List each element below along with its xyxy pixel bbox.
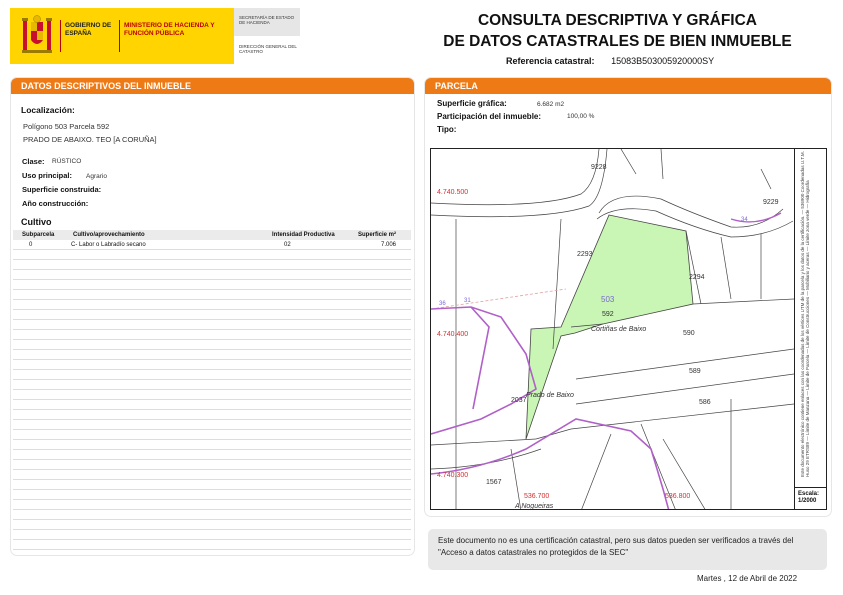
participation-label: Participación del inmueble: <box>437 112 542 121</box>
empty-table-row <box>13 250 411 260</box>
empty-table-row <box>13 520 411 530</box>
main-use-value: Agrario <box>86 173 107 180</box>
map-label-9228: 9228 <box>591 164 607 171</box>
disclaimer-note: Este documento no es una certificación catastral, pero sus datos pueden ser verificados a través del "Acceso a datos catastrales no protegidos de la SEC" <box>428 529 827 570</box>
empty-table-row <box>13 490 411 500</box>
empty-table-row <box>13 350 411 360</box>
cadastral-map[interactable] <box>430 148 827 510</box>
empty-table-row <box>13 440 411 450</box>
location-label: Localización: <box>21 105 75 115</box>
empty-table-row <box>13 460 411 470</box>
graphic-area-value: 6.682 m2 <box>537 101 565 108</box>
coord-label-y: 4.740.500 <box>437 189 469 196</box>
col-intensidad: Intensidad Productiva <box>272 231 335 238</box>
class-value: RÚSTICO <box>52 158 82 165</box>
table-row <box>13 240 411 250</box>
municipal-boundary <box>731 213 781 222</box>
coord-label-y: 4.740.300 <box>437 472 469 479</box>
location-line-2: PRADO DE ABAIXO. TEO [A CORUÑA] <box>23 135 157 144</box>
empty-table-row <box>13 300 411 310</box>
ministry-name: MINISTERIO DE HACIENDA Y FUNCIÓN PÚBLICA <box>124 22 215 37</box>
divider <box>60 20 61 52</box>
road-line <box>431 149 607 217</box>
empty-table-row <box>13 510 411 520</box>
panel-heading: PARCELA <box>425 78 831 94</box>
parcel-panel <box>424 77 832 517</box>
empty-table-row <box>13 430 411 440</box>
empty-table-row <box>13 410 411 420</box>
map-label-2293: 2293 <box>577 251 593 258</box>
municipal-boundary <box>431 307 536 434</box>
map-label-1567: 1567 <box>486 479 502 486</box>
map-label-2037: 2037 <box>511 397 527 404</box>
scale-label: Escala: <box>798 491 820 497</box>
crop-table <box>13 230 411 550</box>
empty-table-row <box>13 320 411 330</box>
government-logo-block <box>10 8 234 64</box>
cell-subparcela: 0 <box>29 241 33 248</box>
municipal-boundary <box>431 419 669 510</box>
title-line-2: DE DATOS CATASTRALES DE BIEN INMUEBLE <box>443 33 792 50</box>
title-line-1: CONSULTA DESCRIPTIVA Y GRÁFICA <box>477 12 757 29</box>
coord-label-y: 4.740.400 <box>437 331 469 338</box>
map-label-590: 590 <box>683 330 695 337</box>
dashed-boundary <box>431 289 566 309</box>
ref-label: Referencia catastral: <box>506 56 595 66</box>
map-label-31: 31 <box>464 298 471 304</box>
map-label-9229: 9229 <box>763 199 779 206</box>
coat-of-arms-icon <box>20 14 54 58</box>
empty-table-row <box>13 420 411 430</box>
empty-table-row <box>13 260 411 270</box>
empty-table-row <box>13 370 411 380</box>
cell-cultivo: C- Labor o Labradío secano <box>71 241 146 248</box>
place-name-prado: Prado de Baixo <box>526 392 574 399</box>
col-cultivo: Cultivo/aprovechamiento <box>73 231 145 238</box>
empty-table-row <box>13 280 411 290</box>
participation-value: 100,00 % <box>567 113 595 120</box>
scale-value: 1/2000 <box>798 498 817 504</box>
empty-table-row <box>13 470 411 480</box>
class-label: Clase: <box>22 157 45 166</box>
map-label-34: 34 <box>741 217 748 223</box>
table-header <box>13 230 411 240</box>
panel-heading: DATOS DESCRIPTIVOS DEL INMUEBLE <box>11 78 414 94</box>
empty-table-row <box>13 310 411 320</box>
map-legend <box>794 149 827 487</box>
col-subparcela: Subparcela <box>22 231 55 238</box>
empty-table-row <box>13 380 411 390</box>
empty-table-row <box>13 390 411 400</box>
map-label-36: 36 <box>439 301 446 307</box>
cell-intensidad: 02 <box>284 241 291 248</box>
col-superficie: Superficie m² <box>358 231 397 238</box>
map-label-592: 592 <box>602 311 614 318</box>
ref-value: 15083B503005920000SY <box>611 56 715 66</box>
place-name-cortinas: Cortiñas de Baixo <box>591 326 647 333</box>
type-label: Tipo: <box>437 125 457 134</box>
coord-label-x: 536.800 <box>665 493 691 500</box>
secretaria-label: SECRETARÍA DE ESTADO DE HACIENDA <box>234 8 300 36</box>
construction-year-label: Año construcción: <box>22 199 89 208</box>
document-title <box>430 10 805 52</box>
municipal-boundary <box>471 307 489 409</box>
legend-text: Este documento electrónico contiene enlaces con las coordenadas de los vértices UTM de la parcela y los datos de la certificación. — 536900 Coordenadas U.T.M. Huso 29 ETRS89 — Límite de Manzana — Límite de Parcela — Límite de Construcciones — Mobiliario y aceras — Límite zona verde — Hidrografía <box>800 151 810 477</box>
direccion-general-label: DIRECCIÓN GENERAL DEL CATASTRO <box>239 44 297 54</box>
document-date: Martes , 12 de Abril de 2022 <box>697 574 798 583</box>
empty-table-row <box>13 290 411 300</box>
empty-table-row <box>13 480 411 490</box>
empty-table-row <box>13 330 411 340</box>
place-name-nogueiras: A Nogueiras <box>515 503 554 510</box>
empty-table-row <box>13 340 411 350</box>
map-label-586: 586 <box>699 399 711 406</box>
road-line <box>431 149 599 205</box>
divider <box>119 20 120 52</box>
map-label-503: 503 <box>601 295 615 304</box>
coord-label-x: 536.700 <box>524 493 550 500</box>
empty-table-row <box>13 540 411 550</box>
empty-table-row <box>13 270 411 280</box>
map-label-589: 589 <box>689 368 701 375</box>
government-name: GOBIERNO DE ESPAÑA <box>65 22 112 37</box>
cell-superficie: 7.006 <box>381 241 397 248</box>
descriptive-data-panel <box>10 77 415 556</box>
empty-table-row <box>13 530 411 540</box>
empty-table-row <box>13 450 411 460</box>
map-label-2294: 2294 <box>689 274 705 281</box>
graphic-area-label: Superficie gráfica: <box>437 99 507 108</box>
crop-label: Cultivo <box>21 217 52 227</box>
scale-box <box>794 487 827 510</box>
map-drawing <box>431 149 794 510</box>
location-line-1: Polígono 503 Parcela 592 <box>23 122 110 131</box>
main-use-label: Uso principal: <box>22 171 73 180</box>
empty-table-row <box>13 500 411 510</box>
cadastral-reference <box>506 56 714 66</box>
built-area-label: Superficie construida: <box>22 185 102 194</box>
empty-table-row <box>13 400 411 410</box>
empty-table-row <box>13 360 411 370</box>
